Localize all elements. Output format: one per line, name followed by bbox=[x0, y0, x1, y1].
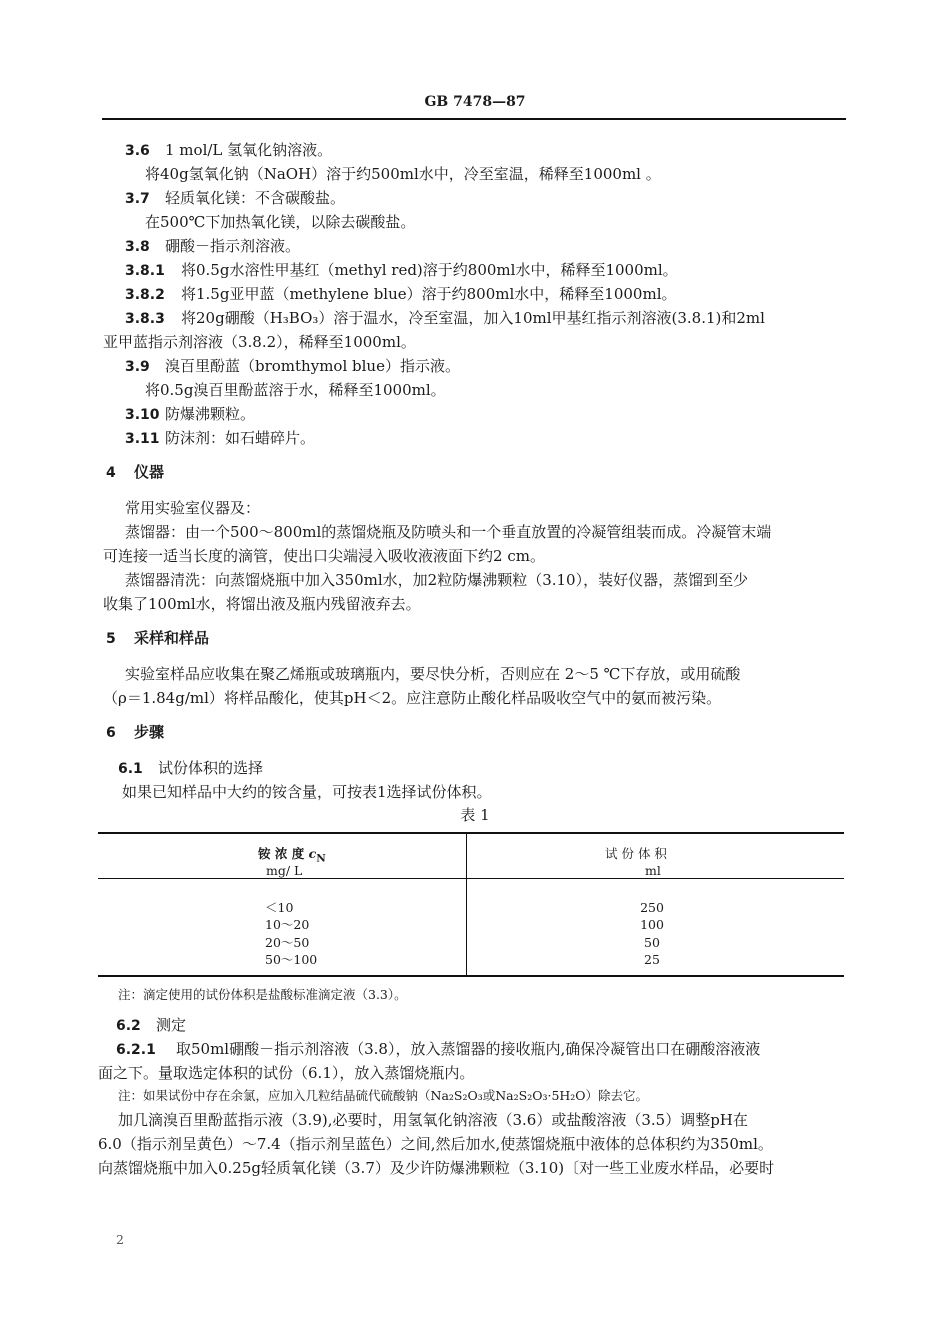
section-6-heading bbox=[106, 722, 164, 743]
table-note: 注：滴定使用的试份体积是盐酸标准滴定液（3.3）。 bbox=[118, 987, 407, 1002]
section-title: 仪器 bbox=[134, 463, 165, 481]
table-column-divider bbox=[466, 833, 467, 976]
item-3-6 bbox=[125, 140, 332, 161]
note: 注：如果试份中存在余氯，应加入几粒结晶硫代硫酸钠（Na₂S₂O₃或Na₂S₂O₃·5H₂O）除去它。 bbox=[118, 1088, 649, 1103]
paragraph: 蒸馏器：由一个500～800ml的蒸馏烧瓶及防喷头和一个垂直放置的冷凝管组装而成。冷凝管末端 bbox=[125, 523, 772, 541]
table-cell: 25 bbox=[644, 952, 660, 967]
paragraph-cont: 收集了100ml水，将馏出液及瓶内残留液弃去。 bbox=[103, 595, 421, 613]
paragraph: 实验室样品应收集在聚乙烯瓶或玻璃瓶内，要尽快分析，否则应在 2～5 ℃下存放，或用硫酸 bbox=[125, 665, 741, 683]
item-number: 3.8 bbox=[125, 239, 150, 255]
section-number: 6 bbox=[106, 725, 116, 741]
section-title: 步骤 bbox=[134, 723, 165, 741]
item-number: 3.6 bbox=[125, 143, 150, 159]
item-text: 将1.5g亚甲蓝（methylene blue）溶于约800ml水中，稀释至1000ml。 bbox=[181, 285, 677, 303]
paragraph: 如果已知样品中大约的铵含量，可按表1选择试份体积。 bbox=[122, 783, 492, 801]
section-4-heading bbox=[106, 462, 164, 483]
item-3-8-2 bbox=[125, 284, 677, 305]
item-text: 将0.5g水溶性甲基红（methyl red)溶于约800ml水中，稀释至1000ml。 bbox=[181, 261, 678, 279]
item-text: 测定 bbox=[156, 1016, 187, 1034]
table-cell: 20～50 bbox=[265, 935, 310, 950]
paragraph: 常用实验室仪器及： bbox=[125, 499, 261, 517]
item-3-8 bbox=[125, 236, 300, 257]
item-text: 轻质氧化镁：不含碳酸盐。 bbox=[165, 189, 346, 207]
item-text: 溴百里酚蓝（bromthymol blue）指示液。 bbox=[165, 357, 460, 375]
item-text: 取50ml硼酸－指示剂溶液（3.8），放入蒸馏器的接收瓶内,确保冷凝管出口在硼酸溶液液 bbox=[176, 1040, 761, 1058]
item-6-2-1 bbox=[116, 1039, 760, 1060]
section-number: 4 bbox=[106, 465, 116, 481]
item-3-6-body: 将40g氢氧化钠（NaOH）溶于约500ml水中，冷至室温，稀释至1000ml 。 bbox=[145, 165, 661, 183]
document-header: GB 7478—87 bbox=[424, 94, 526, 110]
table-cell: 10～20 bbox=[265, 917, 310, 932]
item-number: 3.8.3 bbox=[125, 311, 165, 327]
item-number: 3.10 bbox=[125, 407, 160, 423]
table-cell: 100 bbox=[640, 917, 664, 932]
table-cell: ＜10 bbox=[265, 900, 294, 915]
table-cell: 50～100 bbox=[265, 952, 318, 967]
column-header-unit: mg/ L bbox=[266, 863, 303, 878]
section-number: 5 bbox=[106, 631, 116, 647]
table-header-rule bbox=[98, 878, 844, 879]
item-number: 6.1 bbox=[118, 761, 143, 777]
item-text: 硼酸－指示剂溶液。 bbox=[165, 237, 301, 255]
item-3-7 bbox=[125, 188, 345, 209]
item-text: 1 mol/L 氢氧化钠溶液。 bbox=[165, 141, 333, 159]
item-3-7-body: 在500℃下加热氧化镁，以除去碳酸盐。 bbox=[145, 213, 416, 231]
item-number: 3.8.2 bbox=[125, 287, 165, 303]
column-header-label: 铵 浓 度 $c_N$ bbox=[258, 846, 326, 865]
item-3-9 bbox=[125, 356, 460, 377]
paragraph-cont: （ρ＝1.84g/ml）将样品酸化，使其pH＜2。应注意防止酸化样品吸收空气中的氨而被污染。 bbox=[103, 689, 722, 707]
table-cell: 250 bbox=[640, 900, 664, 915]
item-number: 3.7 bbox=[125, 191, 150, 207]
item-3-9-body: 将0.5g溴百里酚蓝溶于水，稀释至1000ml。 bbox=[145, 381, 446, 399]
paragraph: 加几滴溴百里酚蓝指示液（3.9),必要时，用氢氧化钠溶液（3.6）或盐酸溶液（3.5）调整pH在 bbox=[118, 1111, 748, 1129]
column-header: 试 份 体 积 bbox=[605, 846, 667, 861]
item-text: 将20g硼酸（H₃BO₃）溶于温水，冷至室温，加入10ml甲基红指示剂溶液(3.8.1)和2ml bbox=[181, 309, 765, 327]
item-3-11 bbox=[125, 428, 315, 449]
column-header-unit: ml bbox=[645, 863, 661, 878]
item-6-1 bbox=[118, 758, 263, 779]
item-number: 6.2 bbox=[116, 1018, 141, 1034]
section-title: 采样和样品 bbox=[134, 629, 210, 647]
item-text: 试份体积的选择 bbox=[158, 759, 264, 777]
item-3-10 bbox=[125, 404, 255, 425]
table-caption: 表 1 bbox=[460, 806, 490, 824]
paragraph-cont: 可连接一适当长度的滴管，使出口尖端浸入吸收液液面下约2 cm。 bbox=[103, 547, 545, 565]
paragraph-cont: 向蒸馏烧瓶中加入0.25g轻质氧化镁（3.7）及少许防爆沸颗粒（3.10)〔对一些工业废水样品，必要时 bbox=[98, 1159, 775, 1177]
page-number: 2 bbox=[116, 1232, 124, 1247]
item-3-8-3 bbox=[125, 308, 765, 329]
item-text: 防沫剂：如石蜡碎片。 bbox=[165, 429, 316, 447]
paragraph: 蒸馏器清洗：向蒸馏烧瓶中加入350ml水，加2粒防爆沸颗粒（3.10），装好仪器，蒸馏到至少 bbox=[125, 571, 749, 589]
item-number: 3.9 bbox=[125, 359, 150, 375]
paragraph-cont: 面之下。量取选定体积的试份（6.1），放入蒸馏烧瓶内。 bbox=[98, 1064, 475, 1082]
item-text: 防爆沸颗粒。 bbox=[165, 405, 256, 423]
paragraph-cont: 6.0（指示剂呈黄色）～7.4（指示剂呈蓝色）之间,然后加水,使蒸馏烧瓶中液体的总体积约为350ml。 bbox=[98, 1135, 773, 1153]
item-3-8-1 bbox=[125, 260, 678, 281]
section-5-heading bbox=[106, 628, 209, 649]
table-bottom-rule bbox=[98, 975, 844, 977]
table-cell: 50 bbox=[644, 935, 660, 950]
item-6-2 bbox=[116, 1015, 186, 1036]
header-rule bbox=[102, 118, 846, 120]
table-top-rule bbox=[98, 832, 844, 834]
item-number: 6.2.1 bbox=[116, 1042, 156, 1058]
item-3-8-3-cont: 亚甲蓝指示剂溶液（3.8.2），稀释至1000ml。 bbox=[103, 333, 416, 351]
item-number: 3.8.1 bbox=[125, 263, 165, 279]
item-number: 3.11 bbox=[125, 431, 160, 447]
